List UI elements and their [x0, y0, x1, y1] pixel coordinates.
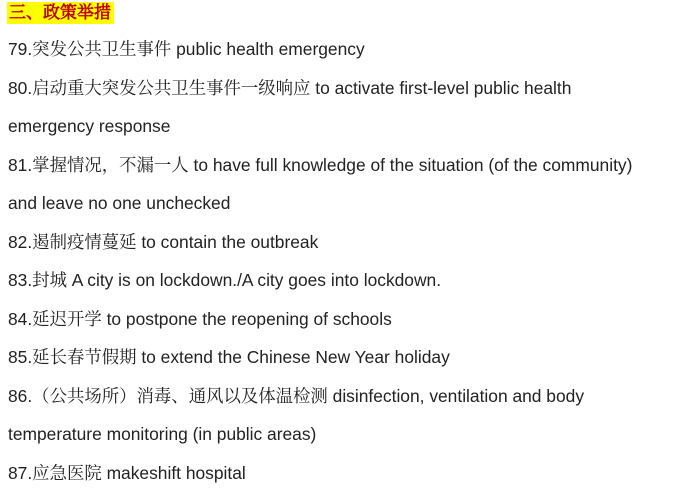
entry-86-continued: temperature monitoring (in public areas): [8, 424, 317, 444]
entry-82: 82.遏制疫情蔓延 to contain the outbreak: [8, 231, 319, 252]
entry-80-continued: emergency response: [8, 116, 171, 136]
glossary-list: [8, 30, 700, 492]
entry-81-continued: and leave no one unchecked: [8, 193, 231, 213]
entry-83: 83.封城 A city is on lockdown./A city goes into lockdown.: [8, 270, 442, 290]
entry-80: 80.启动重大突发公共卫生事件一级响应 to activate first-level public health: [8, 77, 572, 98]
section-heading: 三、政策举措: [7, 2, 114, 24]
entry-86: 86.（公共场所）消毒、通风以及体温检测 disinfection, ventilation and body: [8, 385, 585, 406]
entry-84: 84.延迟开学 to postpone the reopening of schools: [8, 308, 392, 329]
entry-81: 81.掌握情况，不漏一人 to have full knowledge of the situation (of the community): [8, 154, 633, 175]
entry-85: 85.延长春节假期 to extend the Chinese New Year holiday: [8, 347, 450, 367]
entry-87: 87.应急医院 makeshift hospital: [8, 462, 246, 483]
entry-79: 79.突发公共卫生事件 public health emergency: [8, 39, 365, 59]
